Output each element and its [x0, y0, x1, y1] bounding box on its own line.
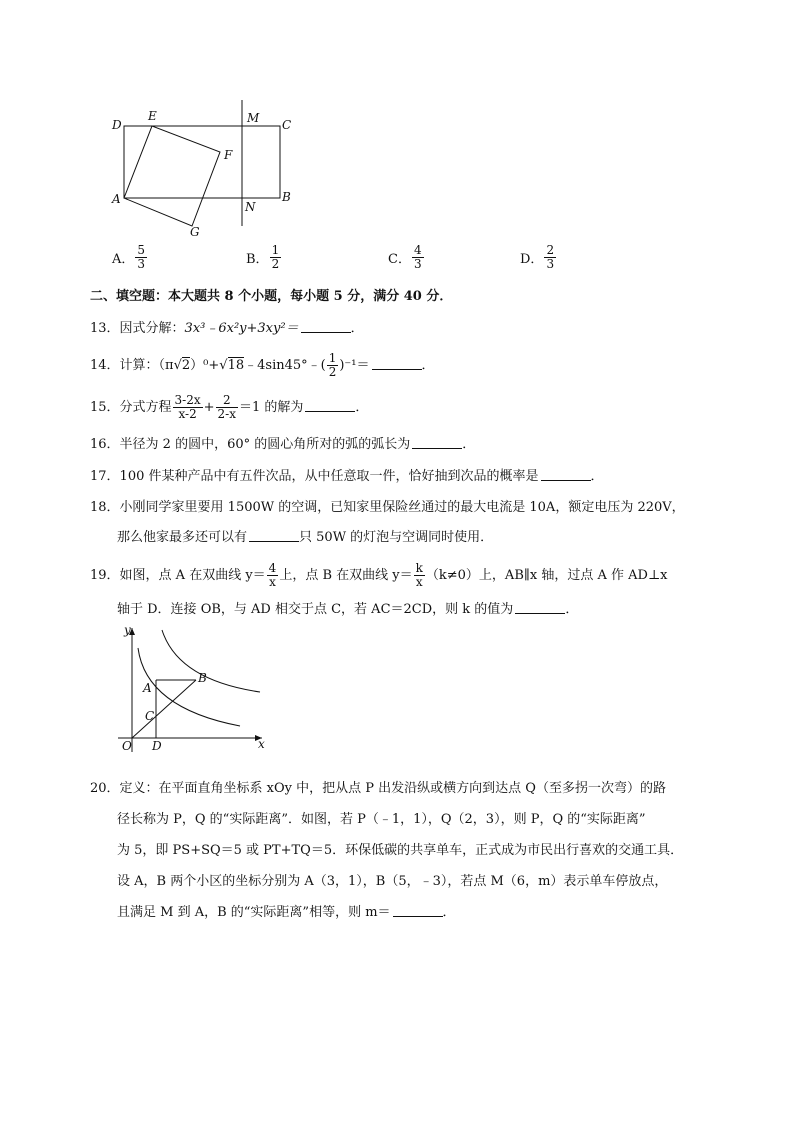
section-heading: 二、填空题：本大题共 8 个小题，每小题 5 分，满分 40 分． — [90, 289, 453, 304]
question-13: 13．因式分解：3x³﹣6x²y+3xy²＝ ． — [90, 321, 364, 336]
geometry-figure-rectangle — [108, 96, 298, 238]
option-c: C． $\frac{4}{3}$ — [388, 243, 422, 271]
question-16: 16．半径为 2 的圆中，60° 的圆心角所对的弧的弧长为 ． — [90, 437, 476, 452]
question-20-line4: 设 A，B 两个小区的坐标分别为 A（3，1），B（5，﹣3），若点 M（6，m）表示单车停放点， — [117, 874, 668, 889]
answer-blank — [393, 904, 443, 917]
label-A: A — [112, 192, 121, 206]
question-14: 14．计算：（π√2）⁰+√18﹣4sin45°﹣( $\frac{1}{2}$ )⁻¹＝ ． — [90, 351, 435, 379]
option-d: D． $\frac{2}{3}$ — [520, 243, 555, 271]
label-D: D — [112, 118, 122, 132]
answer-blank — [412, 436, 462, 449]
label-E: E — [148, 109, 157, 123]
label-C: C — [282, 118, 292, 132]
answer-blank — [372, 357, 422, 370]
label-D: D — [152, 739, 162, 753]
question-20-line5: 且满足 M 到 A，B 的“实际距离”相等，则 m＝ ． — [117, 905, 456, 920]
label-C: C — [145, 709, 155, 723]
label-A: A — [143, 681, 152, 695]
option-b: B． $\frac{1}{2}$ — [246, 243, 280, 271]
label-N: N — [245, 200, 256, 214]
answer-blank — [305, 399, 355, 412]
answer-blank — [541, 468, 591, 481]
question-20-line1: 20．定义：在平面直角坐标系 xOy 中，把从点 P 出发沿纵或横方向到达点 Q（至多拐一次弯）的路 — [90, 781, 666, 796]
question-20-line2: 径长称为 P，Q 的“实际距离”．如图，若 P（﹣1，1），Q（2，3），则 P，Q 的“实际距离” — [117, 812, 646, 827]
label-G: G — [190, 225, 200, 238]
axis-label-x: x — [258, 737, 265, 751]
label-B: B — [282, 190, 291, 204]
answer-blank — [249, 529, 299, 542]
question-19-line1: 19．如图，点 A 在双曲线 y＝ $\frac{4}{x}$ 上，点 B 在双曲线 y＝ $\frac{k}{x}$ （k≠0）上，AB∥x 轴，过点 A 作 AD⊥x — [90, 561, 668, 589]
question-20-line3: 为 5，即 PS+SQ＝5 或 PT+TQ＝5．环保低碳的共享单车，正式成为市民出行喜欢的交通工具． — [117, 843, 684, 858]
question-18-line1: 18．小刚同学家里要用 1500W 的空调，已知家里保险丝通过的最大电流是 10A，额定电压为 220V， — [90, 500, 685, 515]
question-17: 17．100 件某种产品中有五件次品，从中任意取一件，恰好抽到次品的概率是 ． — [90, 469, 604, 484]
label-F: F — [224, 148, 233, 162]
label-M: M — [247, 111, 260, 125]
label-O: O — [122, 739, 132, 753]
answer-blank — [515, 601, 565, 614]
question-18-line2: 那么他家最多还可以有 只 50W 的灯泡与空调同时使用． — [117, 530, 494, 545]
label-B: B — [198, 671, 207, 685]
question-15: 15．分式方程 $\frac{3-2x}{x-2}$ + $\frac{2}{2-x}$ ＝1 的解为 ． — [90, 393, 369, 421]
option-a: A． $\frac{5}{3}$ — [112, 243, 146, 271]
hyperbola-figure — [112, 620, 272, 756]
answer-blank — [301, 320, 351, 333]
question-19-line2: 轴于 D．连接 OB，与 AD 相交于点 C，若 AC＝2CD，则 k 的值为 ． — [117, 602, 579, 617]
axis-label-y: y — [124, 623, 131, 637]
